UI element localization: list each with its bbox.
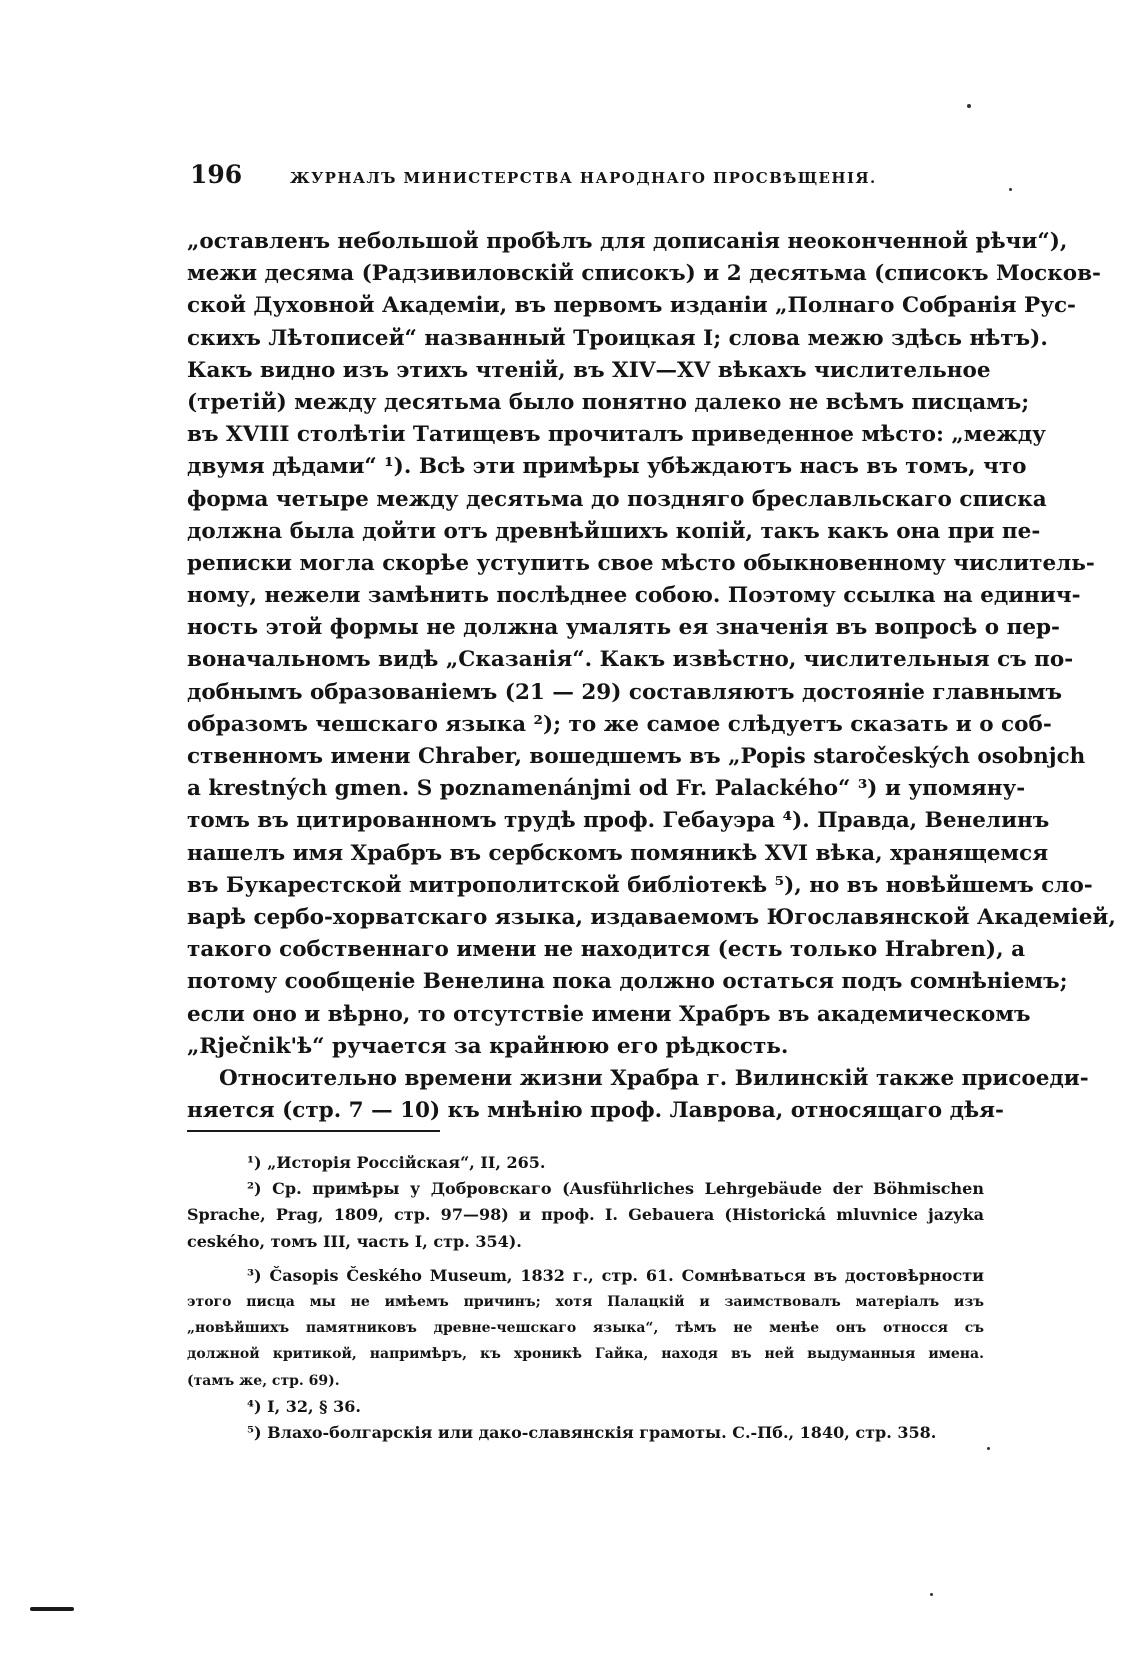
scan-speck: [967, 104, 971, 108]
text-line: межи десяма (Радзивиловскій списокъ) и 2 десятьма (списокъ Москов-: [187, 261, 1101, 287]
page-header: [190, 160, 970, 200]
text-line: двумя дѣдами“ ¹). Всѣ эти примѣры убѣждаютъ насъ въ томъ, что: [187, 454, 1027, 480]
text-line: реписки могла скорѣе уступить свое мѣсто обыкновенному числитель-: [187, 550, 1095, 576]
text-line: въ Букарестской митрополитской библіотекѣ ⁵), но въ новѣйшемъ сло-: [187, 872, 1093, 898]
footnote-line: должной критикой, напримѣръ, къ хроникѣ Гайка, находя въ ней выдуманныя имена.: [187, 1346, 984, 1363]
footnote-line: ceského, томъ III, часть I, стр. 354).: [187, 1231, 522, 1251]
footnote-line: (тамъ же, стр. 69).: [187, 1372, 340, 1389]
text-line: ской Духовной Академіи, въ первомъ изданіи „Полнаго Собранія Рус-: [187, 293, 1076, 319]
text-line: образомъ чешскаго языка ²); то же самое слѣдуетъ сказать и о соб-: [187, 711, 1052, 737]
text-line: „оставленъ небольшой пробѣлъ для дописанія неоконченной рѣчи“),: [187, 229, 1068, 254]
text-line: форма четыре между десятьма до поздняго бреславльскаго списка: [187, 486, 1047, 512]
footnote-separator: [187, 1130, 440, 1132]
running-head: ЖУРНАЛЪ МИНИСТЕРСТВА НАРОДНАГО ПРОСВѢЩЕНІЯ.: [290, 169, 877, 187]
text-line: a krestných gmen. S poznamenánjmi od Fr. Palackého“ ³) и упомяну-: [187, 776, 1026, 802]
text-line: томъ въ цитированномъ трудѣ проф. Гебауэра ⁴). Правда, Венелинъ: [187, 808, 1050, 834]
scan-speck: [930, 1593, 933, 1596]
main-text: [187, 226, 1116, 1127]
text-line: потому сообщеніе Венелина пока должно остаться подъ сомнѣніемъ;: [187, 969, 1068, 995]
text-line: (третій) между десятьма было понятно далеко не всѣмъ писцамъ;: [187, 389, 1030, 415]
text-line: такого собственнаго имени не находится (есть только Hrabren), а: [187, 937, 1026, 963]
text-line: нашелъ имя Храбръ въ сербскомъ помяникѣ XVI вѣка, хранящемся: [187, 840, 1049, 866]
paragraph-start-line: Относительно времени жизни Храбра г. Вилинскій также присоеди-: [219, 1065, 1089, 1091]
scan-speck: [987, 1447, 990, 1450]
scan-speck: [1009, 188, 1012, 191]
footnote-2: ²) Ср. примѣры у Добровскаго (Ausführliches Lehrgebäude der Böhmischen: [247, 1179, 984, 1199]
footnote-line: Sprache, Prag, 1809, стр. 97—98) и проф. I. Gebauera (Historická mluvnice jazyka: [187, 1205, 984, 1225]
footnote-3: ³) Časopis Českého Museum, 1832 г., стр. 61. Сомнѣваться въ достовѣрности: [247, 1265, 984, 1285]
footnote-4: ⁴) I, 32, § 36.: [247, 1396, 361, 1416]
text-line: въ XVIII столѣтіи Татищевъ прочиталъ приведенное мѣсто: „между: [187, 422, 1046, 448]
text-line: должна была дойти отъ древнѣйшихъ копій, такъ какъ она при пе-: [187, 518, 1041, 544]
text-line: воначальномъ видѣ „Сказанія“. Какъ извѣстно, числительныя съ по-: [187, 647, 1074, 673]
text-line: ственномъ имени Chraber, вошедшемъ въ „Popis staročeských osobnјch: [187, 744, 1086, 769]
text-line: добнымъ образованіемъ (21 — 29) составляютъ достояніе главнымъ: [187, 679, 1063, 705]
footnotes: [187, 1150, 984, 1446]
text-line: ному, нежели замѣнить послѣднее собою. Поэтому ссылка на единич-: [187, 583, 1081, 609]
text-line: ность этой формы не должна умалять ея значенія въ вопросѣ о пер-: [187, 615, 1060, 641]
footnote-line: этого писца мы не имѣемъ причинъ; хотя Палацкій и заимствовалъ матеріалъ изъ: [187, 1293, 984, 1310]
margin-mark: [30, 1607, 74, 1611]
footnote-line: „новѣйшихъ памятниковъ древне-чешскаго языка“, тѣмъ не менѣе онъ относся съ: [187, 1320, 984, 1337]
text-line: скихъ Лѣтописей“ названный Троицкая I; слова межю здѣсь нѣтъ).: [187, 325, 1048, 351]
text-line: если оно и вѣрно, то отсутствіе имени Храбръ въ академическомъ: [187, 1001, 1031, 1027]
footnote-5: ⁵) Влахо-болгарскія или дако-славянскія грамоты. С.-Пб., 1840, стр. 358.: [247, 1422, 937, 1442]
text-line: няется (стр. 7 — 10) къ мнѣнію проф. Лаврова, относящаго дѣя-: [187, 1098, 1004, 1124]
page-number: 196: [190, 160, 243, 189]
text-line: Какъ видно изъ этихъ чтеній, въ XIV—XV вѣкахъ числительное: [187, 357, 991, 383]
text-line: варѣ сербо-хорватскаго языка, издаваемомъ Югославянской Академіей,: [187, 904, 1116, 930]
footnote-1: ¹) „Исторія Россійская“, II, 265.: [247, 1153, 546, 1172]
text-line: „Rječnik'ѣ“ ручается за крайнюю его рѣдкость.: [187, 1033, 789, 1059]
